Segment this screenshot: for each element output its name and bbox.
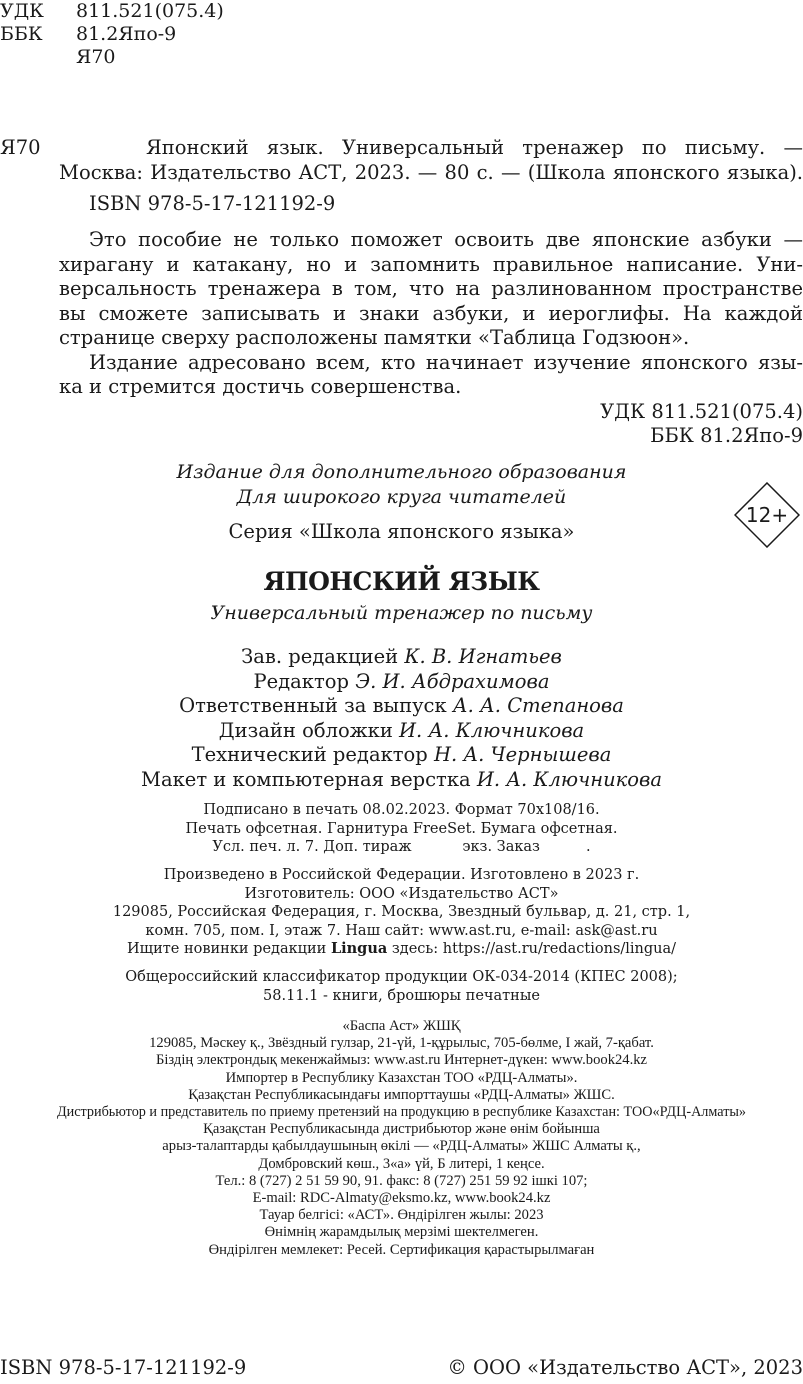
book-title: ЯПОНСКИЙ ЯЗЫК xyxy=(263,567,540,596)
classifier-line: Общероссийский классификатор продукции ОК-034-2014 (КПЕС 2008); xyxy=(125,969,678,985)
kz-info-line: Өнімнің жарамдылық мерзімі шектелмеген. xyxy=(264,1224,539,1241)
kazakhstan-info xyxy=(0,1018,803,1259)
lingua-suffix: здесь: https://ast.ru/redactions/lingua/ xyxy=(387,941,677,957)
kz-info-line: «Баспа Аст» ЖШҚ xyxy=(342,1018,461,1034)
kz-info-line: Қазақстан Республикасындағы импорттаушы «РДЦ-Алматы» ЖШС. xyxy=(188,1086,615,1103)
bibliographic-entry xyxy=(0,136,803,217)
annotation-line: хирагану и катакану, но и запомнить правильное написание. Уни- xyxy=(59,252,803,276)
annotation-line: Это пособие не только поможет освоить две японские азбуки — xyxy=(89,228,803,251)
credit-role: Макет и компьютерная верстка xyxy=(141,767,471,791)
classifier-line: 58.11.1 - книги, брошюры печатные xyxy=(263,987,540,1004)
credit-name: Н. А. Чернышева xyxy=(433,743,612,766)
udk-code-row xyxy=(0,0,224,23)
classification-codes xyxy=(0,0,224,69)
publisher-line: Произведено в Российской Федерации. Изготовлено в 2023 г. xyxy=(163,867,640,883)
credit-role: Редактор xyxy=(253,669,349,693)
entry-first-line xyxy=(0,136,803,161)
bbk-code-row xyxy=(0,23,224,46)
credit-name: А. А. Степанова xyxy=(452,694,624,717)
credit-line xyxy=(0,719,803,744)
lingua-prefix: Ищите новинки редакции xyxy=(126,941,331,957)
credit-name: И. А. Ключникова xyxy=(399,718,585,742)
code-key xyxy=(0,46,76,69)
publisher-info xyxy=(0,866,803,959)
edition-purpose xyxy=(0,460,803,510)
credit-name: И. А. Ключникова xyxy=(476,767,662,791)
kz-info-line: Дистрибьютор и представитель по приему претензий на продукцию в республике Казахстан: ТОО«РДЦ-Алматы» xyxy=(56,1104,747,1121)
book-subtitle: Универсальный тренажер по письму xyxy=(210,602,593,624)
credit-line xyxy=(0,743,803,768)
credit-line xyxy=(0,670,803,695)
credit-name: Э. И. Абдрахимова xyxy=(355,669,550,693)
kz-info-line: Біздің электрондық мекенжаймыз: www.ast.ru Интернет-дүкен: www.book24.kz xyxy=(155,1052,648,1069)
edition-line-2: Для широкого круга читателей xyxy=(236,486,567,508)
annotation-line: вы сможете записывать и знаки азбуки, и иероглифы. На каждой xyxy=(59,301,803,325)
credit-role: Дизайн обложки xyxy=(218,718,393,742)
credit-role: Зав. редакцией xyxy=(241,645,399,668)
print-info-line: Печать офсетная. Гарнитура FreeSet. Бумага офсетная. xyxy=(185,820,618,837)
credits xyxy=(0,645,803,792)
annotation-line: версальность тренажера в том, что на разлинованном пространстве xyxy=(59,277,803,300)
kz-info-line: Тауар белгісі: «АСТ». Өндірілген жылы: 2023 xyxy=(259,1207,544,1224)
publisher-line: 129085, Российская Федерация, г. Москва, Звездный бульвар, д. 21, стр. 1, xyxy=(112,904,691,920)
edition-line-1: Издание для дополнительного образования xyxy=(176,461,627,483)
entry-code: Я70 xyxy=(0,136,41,159)
annotation-line: ка и стремится достичь совершенства. xyxy=(59,375,462,398)
page-footer xyxy=(0,1355,803,1381)
code-value: 811.521(075.4) xyxy=(76,0,224,22)
annotation-bbk: ББК 81.2Япо-9 xyxy=(650,424,803,447)
annotation-line: Издание адресовано всем, кто начинает изучение японского язы- xyxy=(89,350,803,374)
code-key: УДК xyxy=(0,0,44,22)
entry-isbn: ISBN 978-5-17-121192-9 xyxy=(89,192,336,215)
footer-copyright: © ООО «Издательство АСТ», 2023 xyxy=(447,1356,803,1379)
annotation xyxy=(59,228,803,449)
print-info xyxy=(0,801,803,857)
kz-info-line: Импортер в Республику Казахстан ТОО «РДЦ-Алматы». xyxy=(225,1069,578,1086)
kz-info-line: 129085, Мәскеу қ., Звёздный гулзар, 21-үй, 1-құрылыс, 705-бөлме, I жай, 7-қабат. xyxy=(149,1035,654,1052)
credit-line xyxy=(0,768,803,793)
credit-line xyxy=(0,645,803,670)
kz-info-line: Өндірілген мемлекет: Ресей. Сертификация қарастырылмаған xyxy=(208,1241,595,1258)
print-info-line: Усл. печ. л. 7. Доп. тираж экз. Заказ . xyxy=(212,839,591,855)
kz-info-line: Қазақстан Республикасында дистрибьютор және өнім бойынша xyxy=(203,1121,600,1138)
credit-line xyxy=(0,694,803,719)
kz-info-line: E-mail: RDC-Almaty@eksmo.kz, www.book24.kz xyxy=(252,1190,551,1207)
publisher-line: Изготовитель: ООО «Издательство АСТ» xyxy=(244,885,559,902)
age-rating-text: 12+ xyxy=(745,503,789,527)
age-rating-badge xyxy=(734,482,800,548)
entry-line-1: Японский язык. Универсальный тренажер по письму. — xyxy=(146,136,803,159)
code-value: 81.2Япо-9 xyxy=(76,23,177,45)
lingua-brand: Lingua xyxy=(330,940,388,957)
print-info-line: Подписано в печать 08.02.2023. Формат 70x108/16. xyxy=(203,802,600,818)
publisher-line: комн. 705, пом. I, этаж 7. Наш сайт: www.ast.ru, e-mail: ask@ast.ru xyxy=(145,922,658,939)
credit-name: К. В. Игнатьев xyxy=(404,645,562,668)
annotation-line: странице сверху расположены памятки «Таблица Годзюон». xyxy=(59,326,690,349)
code-key: ББК xyxy=(0,23,43,45)
lingua-line xyxy=(0,940,803,959)
kz-info-line: Тел.: 8 (727) 2 51 59 90, 91. факс: 8 (727) 251 59 92 ішкі 107; xyxy=(215,1172,588,1189)
footer-isbn: ISBN 978-5-17-121192-9 xyxy=(0,1356,247,1379)
series-name: Серия «Школа японского языка» xyxy=(228,520,575,543)
kz-info-line: арыз-талаптарды қабылдаушының өкілі — «РДЦ-Алматы» ЖШС Алматы қ., xyxy=(162,1138,641,1155)
author-mark-row xyxy=(0,46,224,69)
credit-role: Ответственный за выпуск xyxy=(179,694,447,717)
entry-line-2: Москва: Издательство АСТ, 2023. — 80 с. — (Школа японского языка). xyxy=(59,160,803,184)
kz-info-line: Домбровский көш., 3«а» үй, Б литері, 1 кеңсе. xyxy=(258,1155,545,1172)
product-classifier xyxy=(0,968,803,1005)
credit-role: Технический редактор xyxy=(191,743,428,766)
code-value: Я70 xyxy=(76,46,116,68)
annotation-udk: УДК 811.521(075.4) xyxy=(600,399,803,423)
